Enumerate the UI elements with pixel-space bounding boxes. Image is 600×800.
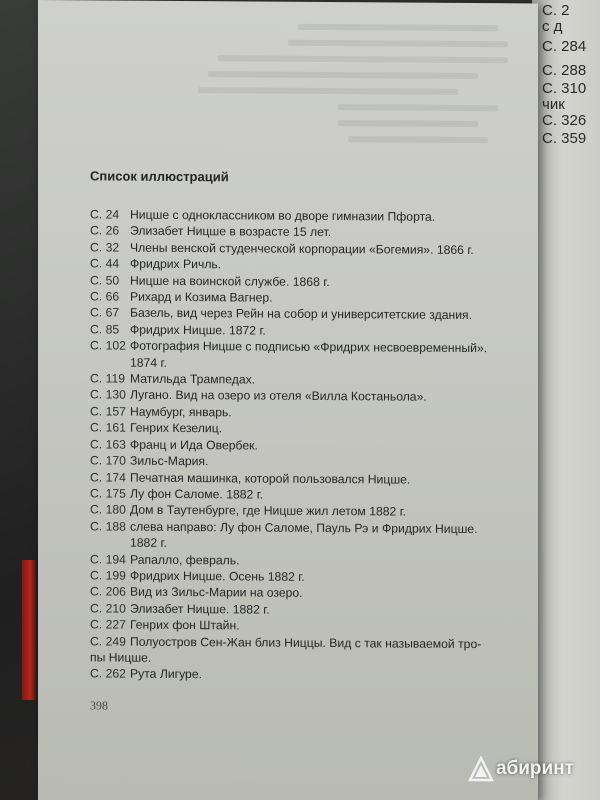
page-reference: С. 194: [90, 551, 126, 567]
right-page-fragment: С. 326: [542, 112, 587, 129]
page-reference: С. 199: [90, 568, 126, 583]
page-reference: С. 174: [90, 469, 126, 485]
illustration-caption: Фридрих Ричль.: [130, 256, 222, 272]
illustration-caption: Франц и Ида Овербек.: [130, 437, 258, 453]
illustration-caption: Базель, вид через Рейн на собор и университетские здания.: [130, 306, 473, 323]
caption-continuation: 1882 г.: [130, 535, 167, 551]
page-reference: С. 119: [90, 371, 126, 386]
page-reference: С. 102: [90, 338, 126, 353]
page-reference: С. 210: [90, 601, 126, 616]
illustration-list: [90, 206, 530, 685]
right-page: [532, 0, 600, 800]
right-page-fragment: чик: [542, 96, 565, 113]
page-reference: С. 50: [90, 272, 120, 288]
illustration-caption: Лугано. Вид на озеро из отеля «Вилла Костаньола».: [130, 388, 427, 405]
red-book-edge: [22, 560, 36, 700]
page-reference: С. 206: [90, 584, 126, 599]
illustration-caption: Рута Лигуре.: [130, 667, 202, 682]
section-title: Список иллюстраций: [90, 168, 229, 185]
page-reference: С. 227: [90, 617, 126, 632]
illustration-caption: Матильда Трампедах.: [130, 371, 256, 387]
right-page-fragment: С. 288: [542, 62, 587, 79]
illustration-caption: Члены венской студенческой корпорации «Богемия». 1866 г.: [130, 240, 474, 257]
list-item: [90, 518, 530, 554]
page-reference: С. 32: [90, 240, 120, 255]
illustration-caption: Ницше на воинской службе. 1868 г.: [130, 273, 330, 289]
page-reference: С. 26: [90, 223, 120, 238]
illustration-caption: Печатная машинка, которой пользовался Ницше.: [130, 470, 411, 487]
page-reference: С. 175: [90, 486, 126, 501]
bleed-through-text: [208, 71, 478, 79]
page-reference: С. 67: [90, 305, 120, 321]
illustration-caption: Элизабет Ницше в возрасте 15 лет.: [130, 224, 332, 240]
page-reference: С. 157: [90, 404, 126, 419]
right-page-fragment: С. 284: [542, 38, 587, 55]
illustration-caption: Фридрих Ницше. Осень 1882 г.: [130, 568, 305, 584]
labirint-logo-icon: [468, 756, 494, 782]
book-page: [38, 0, 538, 800]
page-reference: С. 170: [90, 453, 126, 468]
bleed-through-text: [338, 104, 498, 111]
right-page-fragment: С. 2: [542, 2, 570, 19]
page-reference: С. 85: [90, 322, 120, 337]
right-page-fragment: С. 359: [542, 130, 587, 147]
illustration-caption: Элизабет Ницше. 1882 г.: [130, 601, 270, 617]
illustration-caption: Лу фон Саломе. 1882 г.: [130, 486, 264, 502]
illustration-caption: Ницше с одноклассником во дворе гимназии Пфорта.: [130, 207, 436, 224]
bleed-through-text: [298, 24, 498, 31]
page-reference: С. 180: [90, 502, 126, 517]
right-page-fragment: С. 310: [542, 80, 587, 97]
illustration-caption: слева направо: Лу фон Саломе, Пауль Рэ и Фридрих Ницше.: [130, 519, 478, 536]
caption-continuation: пы Ницше.: [90, 650, 152, 665]
bleed-through-text: [198, 87, 458, 95]
bleed-through-text: [348, 136, 488, 143]
page-reference: С. 66: [90, 289, 120, 304]
bleed-through-text: [288, 40, 508, 48]
watermark-text: абиринт: [495, 758, 574, 779]
caption-continuation: 1874 г.: [130, 355, 167, 370]
list-item: [90, 633, 530, 669]
page-reference: С. 249: [90, 633, 126, 649]
illustration-caption: Рихард и Козима Вагнер.: [130, 289, 273, 305]
page-reference: С. 163: [90, 437, 126, 452]
page-number: 398: [90, 698, 108, 713]
illustration-caption: Фотография Ницше с подписью «Фридрих несвоевременный».: [130, 338, 488, 356]
page-reference: С. 44: [90, 256, 120, 271]
watermark: [468, 756, 574, 782]
page-reference: С. 161: [90, 420, 126, 435]
illustration-caption: Дом в Таутенбурге, где Ницше жил летом 1882 г.: [130, 502, 407, 519]
bleed-through-text: [218, 55, 508, 63]
page-reference: С. 130: [90, 387, 126, 403]
page-reference: С. 24: [90, 207, 120, 222]
illustration-caption: Зильс-Мария.: [130, 453, 209, 469]
page-reference: С. 188: [90, 519, 126, 534]
illustration-caption: Рапалло, февраль.: [130, 552, 240, 567]
list-item: [90, 666, 530, 685]
illustration-caption: Генрих Кезелиц.: [130, 420, 223, 436]
illustration-caption: Вид из Зильс-Марии на озеро.: [130, 584, 303, 601]
illustration-caption: Полуостров Сен-Жан близ Ниццы. Вид с так называемой тро-: [130, 634, 482, 651]
illustration-caption: Генрих фон Штайн.: [130, 617, 240, 633]
page-reference: С. 262: [90, 666, 126, 681]
bleed-through-text: [338, 120, 478, 127]
right-page-fragment: с д: [542, 18, 563, 35]
list-item: [90, 338, 530, 374]
illustration-caption: Наумбург, январь.: [130, 404, 232, 420]
illustration-caption: Фридрих Ницше. 1872 г.: [130, 322, 266, 338]
